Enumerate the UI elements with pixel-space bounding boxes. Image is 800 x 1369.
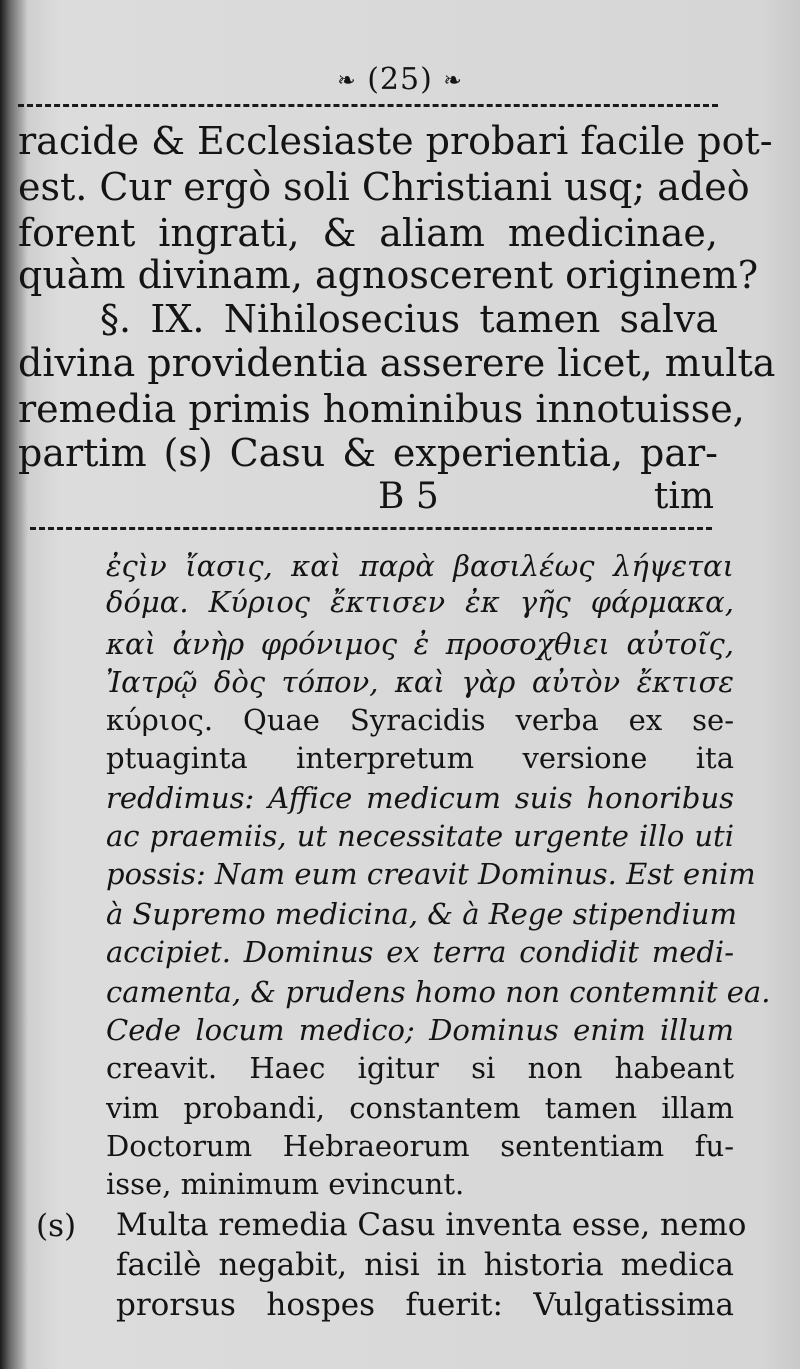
body-line: est. Cur ergò soli Christiani usq; adeò	[18, 165, 750, 209]
note-line: Doctorum Hebraeorum sententiam fu-	[106, 1129, 734, 1163]
header-rule	[18, 104, 718, 107]
right-ornament: ❧	[443, 68, 463, 94]
note-line: Cede locum medico; Dominus enim illum	[106, 1013, 734, 1047]
note-line: reddimus: Affice medicum suis honoribus	[106, 781, 734, 815]
footnote-line: Multa remedia Casu inventa esse, nemo	[116, 1207, 747, 1243]
footnote-mark: (s)	[36, 1208, 77, 1244]
body-line: remedia primis hominibus innotuisse,	[18, 387, 745, 431]
footnote-line: prorsus hospes fuerit: Vulgatissima	[116, 1287, 734, 1323]
section-heading-line: §. IX. Nihilosecius tamen salva	[100, 297, 718, 341]
page-number: (25)	[367, 62, 433, 97]
note-line: ptuaginta interpretum versione ita	[106, 741, 734, 775]
catchword: tim	[653, 476, 714, 517]
note-line: Ἰατρῷ δὸς τόπον, καὶ γὰρ αὐτὸν ἔκτισε	[106, 665, 734, 699]
body-line: partim (s) Casu & experientia, par-	[18, 431, 718, 475]
note-line: camenta, & prudens homo non contemnit ea.	[106, 975, 771, 1009]
note-line: καὶ ἀνὴρ φρόνιμος ἐ προσοχθιει αὐτοῖς,	[106, 627, 734, 661]
note-line: accipiet. Dominus ex terra condidit medi-	[106, 935, 734, 969]
note-line: κύριος. Quae Syracidis verba ex se-	[106, 703, 734, 737]
note-line: vim probandi, constantem tamen illam	[106, 1091, 734, 1125]
body-line: forent ingrati, & aliam medicinae,	[18, 211, 718, 255]
note-line: creavit. Haec igitur si non habeant	[106, 1051, 734, 1085]
body-line: quàm divinam, agnoscerent originem?	[18, 253, 759, 297]
left-ornament: ❧	[337, 68, 357, 94]
page-header	[0, 62, 800, 97]
note-line: possis: Nam eum creavit Dominus. Est enim	[106, 857, 756, 891]
note-rule	[30, 527, 712, 530]
note-line: isse, minimum evincunt.	[106, 1167, 465, 1201]
note-line: ac praemiis, ut necessitate urgente illo uti	[106, 819, 734, 853]
body-line: racide & Ecclesiaste probari facile pot-	[18, 119, 773, 163]
footnote-line: facilè negabit, nisi in historia medica	[116, 1247, 734, 1283]
signature-mark: B 5	[378, 476, 439, 517]
note-line: δόμα. Κύριος ἔκτισεν ἐκ γῆς φάρμακα,	[106, 585, 734, 619]
note-line: à Supremo medicina, & à Rege stipendium	[106, 897, 737, 931]
body-line: divina providentia asserere licet, multa	[18, 341, 776, 385]
note-line: ἐςὶν ἴασις, καὶ παρὰ βασιλέως λήψεται	[106, 549, 734, 583]
